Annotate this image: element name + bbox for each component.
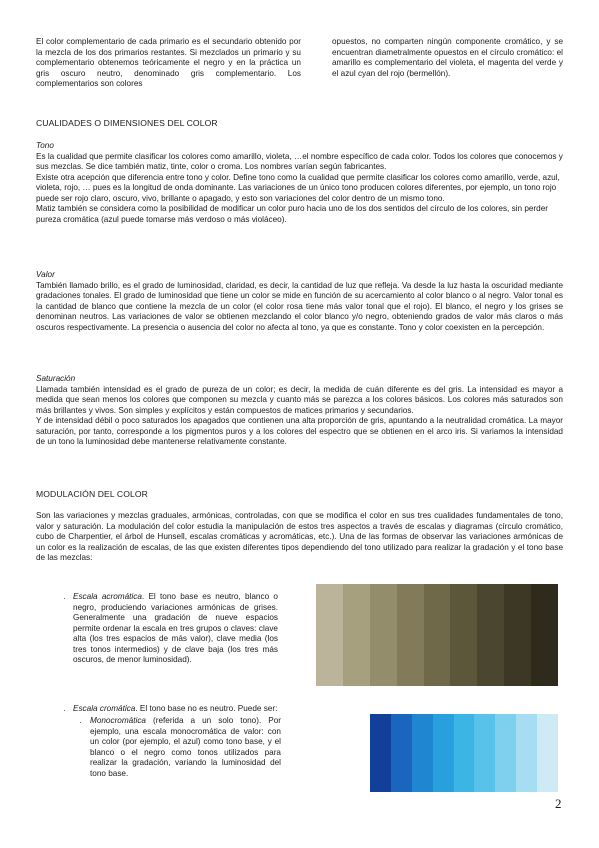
modulacion-heading: MODULACIÓN DEL COLOR [36,489,148,499]
blue-scale-step-2 [391,714,412,792]
acromatica-item [73,592,278,666]
acromatica-term: Escala acromática [73,592,142,601]
bullet-cromatica: · [63,706,66,715]
tono-title: Tono [36,141,54,150]
blue-scale-step-7 [495,714,516,792]
page-number: 2 [555,796,562,811]
modulacion-paragraph: Son las variaciones y mezclas graduales, armónicas, controladas, con que se modifica el color en sus tres cualidades fundamentales de tono, valor y saturación. La modulación del color estudia la manipulación de estos tres aspectos a través de escalas y diagramas (círculo cromático, cubo de Charpentier, el árbol de Hunsell, escalas cromáticas y acromáticas, etc.). Una de las formas de observar las variaciones armónicas de un color es la realización de escalas, de las que existen diferentes tipos dependiendo del tono utilizado para realizar la gradación y el tono base de las mezclas: [36,511,563,562]
saturacion-title: Saturación [36,374,76,383]
intro-left-text: El color complementario de cada primario es el secundario obtenido por la mezcla de los dos primarios restantes. Si mezclados un primario y su complementario obtenemos teóricamente el negro y en la práctica un gris oscuro neutro, denominado gris complementario. Los complementarios son colores [36,37,301,88]
acromatica-text: . El tono base es neutro, blanco o negro, produciendo variaciones armónicas de grises. Generalmente una gradación de nueve espacios permite ordenar la escala en tres grupos o claves: clave alta (los tres espacios de más valor), clave media (los tres tonos intermedios) y de clave baja (los tres más oscuros, de menor luminosidad). [73,592,278,664]
cualidades-heading: CUALIDADES O DIMENSIONES DEL COLOR [36,118,218,128]
bullet-acromatica: · [63,594,66,603]
tono-paragraph-3: Matiz también se considera como la posibilidad de modificar un color puro hacia uno de los dos sentidos del círculo de los colores, sin perder pureza cromática (azul puede tomarse más verdoso o más violáceo). [36,204,548,224]
achromatic-scale-step-7 [477,584,504,686]
blue-scale-step-6 [474,714,495,792]
achromatic-scale-step-1 [316,584,343,686]
achromatic-scale-step-4 [397,584,424,686]
valor-section [36,270,563,333]
monocromatica-term: Monocromática [90,716,146,725]
monochromatic-blue-scale-swatch [370,714,558,792]
achromatic-scale-step-3 [370,584,397,686]
achromatic-scale-step-5 [424,584,451,686]
saturacion-paragraph-2: Y de intensidad débil o poco saturados los apagados que contienen una alta proporción de gris, apuntando a la neutralidad cromática. La mayor saturación, por tanto, corresponde a los pigmentos puros y a los colores del espectro que se obtienen en el arco iris. Si variamos la intensidad de un tono la luminosidad debe mantenerse relativamente constante. [36,416,563,446]
achromatic-scale-step-9 [531,584,558,686]
valor-title: Valor [36,270,55,279]
tono-section [36,141,563,225]
modulacion-section [36,511,563,564]
blue-scale-step-3 [412,714,433,792]
achromatic-scale-swatch [316,584,558,686]
tono-paragraph-2: Existe otra acepción que diferencia entre tono y color. Define tono como la cualidad que permite clasificar los colores como amarillo, verde, azul, violeta, rojo, … pues es la longitud de onda dominante. Las variaciones de un único tono producen colores diferentes, por ejemplo, un tono rojo puede ser rojo claro, oscuro, vivo, brillante o apagado, y esto son variaciones del color dentro de un mismo tono. [36,172,560,203]
saturacion-section [36,374,563,448]
bullet-monocromatica: · [79,718,82,727]
monocromatica-text: (referida a un solo tono). Por ejemplo, una escala monocromática de valor: con un color (por ejemplo, el azul) como tono base, y el blanco o el negro como tonos utilizados para realizar la gradación, variando la luminosidad del tono base. [90,716,281,778]
blue-scale-step-5 [454,714,475,792]
saturacion-paragraph-1: Llamada también intensidad es el grado de pureza de un color; es decir, la medida de cuán diferente es del gris. La intensidad es mayor a medida que sean menos los colores que componen su mezcla y cuanto más se parezca a los colores básicos. Los colores más saturados son más brillantes y vivos. Son simples y explícitos y están compuestos de matices primarios y secundarios. [36,384,563,415]
blue-scale-step-4 [433,714,454,792]
achromatic-scale-step-8 [504,584,531,686]
intro-right-text: opuestos, no comparten ningún componente cromático, y se encuentran diametralmente opuestos en el círculo cromático: el amarillo es complementario del violeta, el magenta del verde y el azul cyan del rojo (bermellón). [332,37,563,78]
monocromatica-item [90,716,281,779]
cromatica-item [73,704,373,715]
blue-scale-step-8 [516,714,537,792]
intro-left-column [36,37,301,90]
achromatic-scale-step-2 [343,584,370,686]
intro-right-column [332,37,563,79]
valor-paragraph: También llamado brillo, es el grado de luminosidad, claridad, es decir, la cantidad de luz que refleja. Va desde la luz hasta la oscuridad mediante gradaciones tonales. El grado de luminosidad que tiene un color se mide en función de su acercamiento al color blanco o al negro. Valor tonal es la cantidad de blanco que contiene la mezcla de un color (el color rosa tiene más valor tonal que el rojo). El blanco, el negro y los grises se denominan neutros. Las variaciones de valor se obtienen mezclando el color blanco y/o negro, obteniendo grados de valor más claros o más oscuros respectivamente. La presencia o ausencia del color no afecta al tono, ya que es constante. Tono y color coexisten en la percepción. [36,280,563,332]
cromatica-text: . El tono base no es neutro. Puede ser: [135,704,278,713]
blue-scale-step-1 [370,714,391,792]
cromatica-term: Escala cromática [73,704,136,713]
blue-scale-step-9 [537,714,558,792]
tono-paragraph-1: Es la cualidad que permite clasificar los colores como amarillo, violeta, …el nombre específico de cada color. Todos los colores que conocemos y sus mezclas. Se dice también matiz, tinte, color o croma. Los nombres varían según fabricantes. [36,151,563,171]
achromatic-scale-step-6 [450,584,477,686]
